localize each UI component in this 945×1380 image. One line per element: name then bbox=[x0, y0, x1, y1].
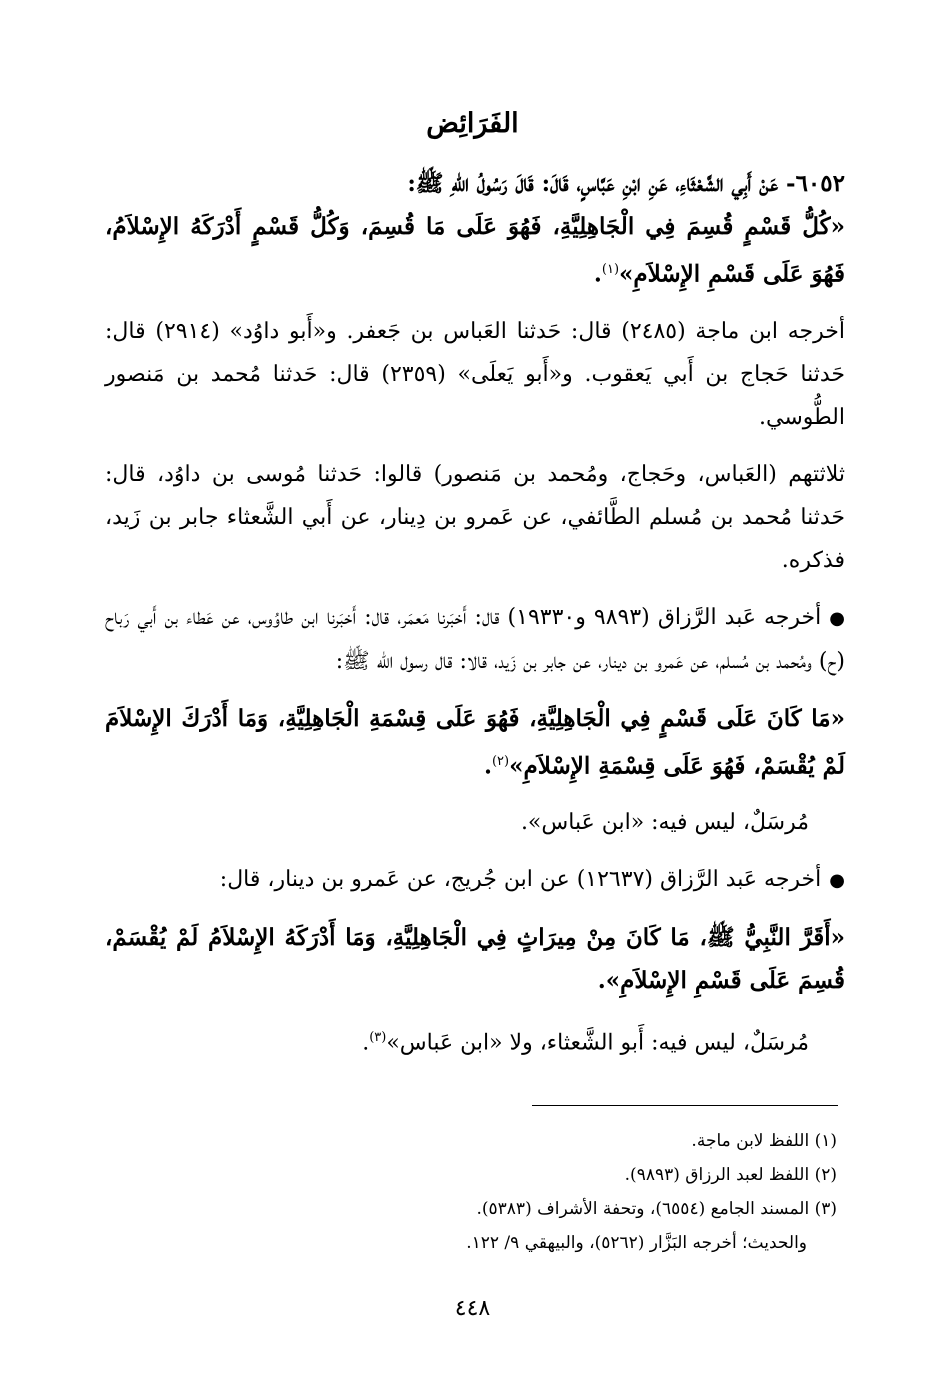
bullet-paragraph-2-text: أخرجه عَبد الرَّزاق (١٢٦٣٧) عن ابن جُريج، عن عَمرو بن دينار، قال: bbox=[219, 867, 822, 893]
footnote-2: (٢) اللفظ لعبد الرزاق (٩٨٩٣). bbox=[624, 1165, 837, 1185]
page-header-title: الفَرَائِض bbox=[426, 108, 519, 139]
bullet-paragraph-1 bbox=[105, 596, 845, 683]
footnotes bbox=[107, 1124, 837, 1260]
main-text bbox=[105, 162, 845, 1079]
mursal-note-2-text: مُرسَلٌ، ليس فيه: أَبو الشَّعثاء، ولا «ابن عَباس» bbox=[386, 1030, 809, 1056]
footnote-ref-2: (٢) bbox=[491, 753, 510, 769]
hadith-quote-3: «أَقَرَّ النَّبِيُّ ﷺ، مَا كَانَ مِنْ مِيرَاثٍ فِي الْجَاهِلِيَّةِ، وَمَا أَدْرَكَهُ الإِسْلاَمُ لَمْ يُقْسَمْ، قُسِمَ عَلَى قَسْمِ الإِسْلاَمِ». bbox=[105, 924, 845, 995]
bullet-icon: ● bbox=[829, 870, 845, 892]
bullet-paragraph-1-text: أخرجه عَبد الرَّزاق (٩٨٩٣ و١٩٣٣٠) قال: أَخبَرنا مَعمَر، قال: أَخبَرنا ابن طاوُوس، عن عَطاء بن أَبي رَباح (ح) ومُحمد بن مُسلم، عن عَمرو بن دينار، عن جابر بن زَيد، قالا: قال رسول الله ﷺ: bbox=[105, 604, 845, 674]
mursal-note-1: مُرسَلٌ، ليس فيه: «ابن عَباس». bbox=[520, 810, 809, 836]
hadith-text-body: «كُلُّ قَسْمٍ قُسِمَ فِي الْجَاهِلِيَّةِ، فَهُوَ عَلَى مَا قُسِمَ، وَكُلُّ قَسْمٍ أَدْرَكَهُ الإِسْلاَمُ، فَهُوَ عَلَى قَسْمِ الإِسْلاَمِ» bbox=[105, 213, 845, 288]
bullet-icon: ● bbox=[829, 607, 845, 629]
footnote-3: (٣) المسند الجامع (٦٥٥٤)، وتحفة الأشراف (٥٣٨٣). bbox=[476, 1199, 837, 1219]
hadith-text: «كُلُّ قَسْمٍ قُسِمَ فِي الْجَاهِلِيَّةِ، فَهُوَ عَلَى مَا قُسِمَ، وَكُلُّ قَسْمٍ أَدْرَكَهُ الإِسْلاَمُ، فَهُوَ عَلَى قَسْمِ الإِسْلاَمِ»$^{(١)}$. bbox=[105, 213, 845, 288]
hadith-quote-2: «مَا كَانَ عَلَى قَسْمٍ فِي الْجَاهِلِيَّةِ، فَهُوَ عَلَى قِسْمَةِ الْجَاهِلِيَّةِ، وَمَا أَدْرَكَ الإِسْلاَمَ لَمْ يُقْسَمْ، فَهُوَ عَلَى قِسْمَةِ الإِسْلاَمِ»$^{(٢)}$. bbox=[105, 704, 845, 780]
footnote-ref-3: (٣) bbox=[369, 1030, 387, 1046]
page-number: ٤٤٨ bbox=[454, 1296, 491, 1321]
footnote-ref-1: (١) bbox=[601, 262, 620, 277]
mursal-note-2: مُرسَلٌ، ليس فيه: أَبو الشَّعثاء، ولا «ابن عَباس»$^{(٣)}$. bbox=[362, 1030, 809, 1056]
footnote-1: (١) اللفظ لابن ماجة. bbox=[691, 1131, 837, 1151]
hadith-heading: ٦٠٥٢- عَنْ أَبِي الشَّعْثَاءِ، عَنِ ابْنِ عَبَّاسٍ، قَالَ: قَالَ رَسُولُ اللهِ ﷺ: bbox=[407, 170, 845, 197]
footnote-3-continuation: والحديث؛ أخرجه البَزَّار (٥٢٦٢)، والبيهقي ٩/ ١٢٢. bbox=[466, 1233, 807, 1253]
takhrij-paragraph-2: ثلاثتهم (العَباس، وحَجاج، ومُحمد بن مَنصور) قالوا: حَدثنا مُوسى بن داوُد، قال: حَدثنا مُحمد بن مُسلم الطَّائفي، عن عَمرو بن دِينار، عن أَبي الشَّعثاء جابر بن زَيد، فذكره. bbox=[105, 461, 845, 573]
hadith-quote-2-text: «مَا كَانَ عَلَى قَسْمٍ فِي الْجَاهِلِيَّةِ، فَهُوَ عَلَى قِسْمَةِ الْجَاهِلِيَّةِ، وَمَا أَدْرَكَ الإِسْلاَمَ لَمْ يُقْسَمْ، فَهُوَ عَلَى قِسْمَةِ الإِسْلاَمِ» bbox=[105, 704, 845, 780]
bullet-paragraph-2 bbox=[105, 858, 845, 902]
footnote-separator bbox=[532, 1105, 838, 1106]
takhrij-paragraph-1: أخرجه ابن ماجة (٢٤٨٥) قال: حَدثنا العَباس بن جَعفر. و«أَبو داوُد» (٢٩١٤) قال: حَدثنا حَجاج بن أَبي يَعقوب. و«أَبو يَعلَى» (٢٣٥٩) قال: حَدثنا مُحمد بن مَنصور الطُّوسي. bbox=[105, 318, 846, 430]
